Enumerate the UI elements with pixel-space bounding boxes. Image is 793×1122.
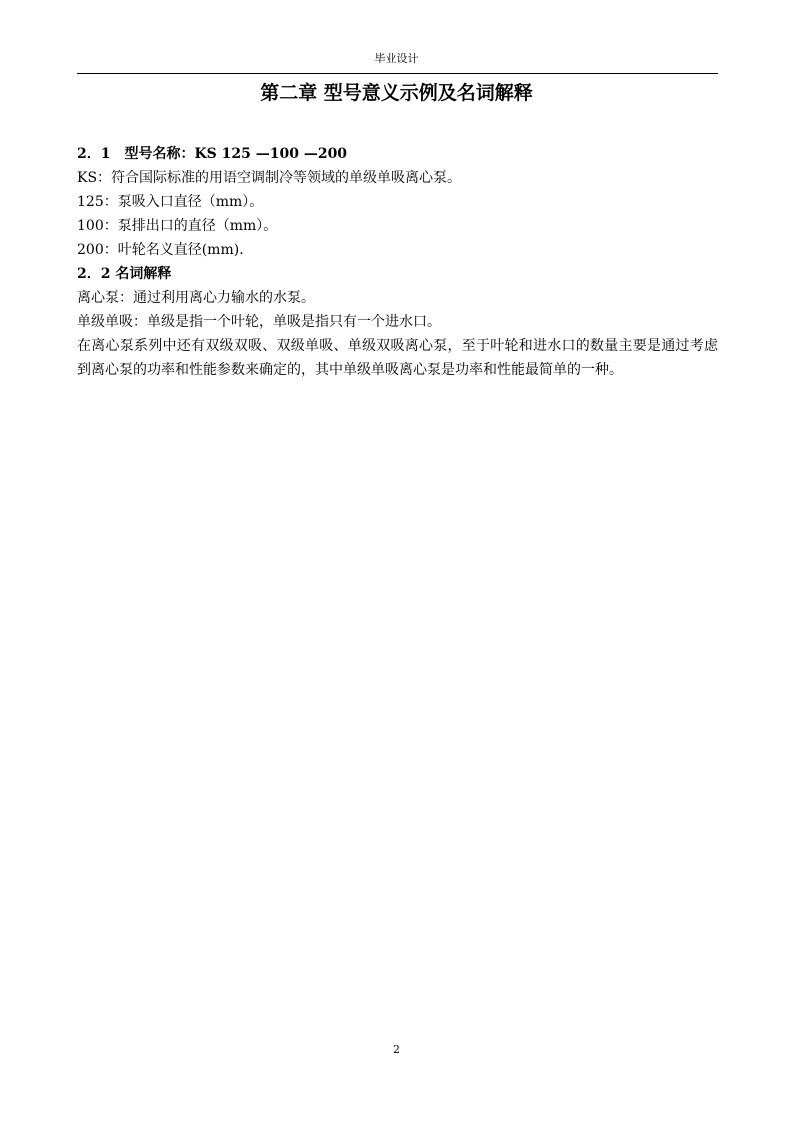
section-heading-2-1: 2．1 型号名称：KS 125 —100 —200: [77, 146, 348, 162]
page-header: 毕业设计: [374, 52, 419, 65]
header-rule: [77, 73, 718, 74]
section-heading-2-2: 2．2 名词解释: [77, 266, 172, 282]
page-number: 2: [393, 1043, 400, 1056]
definition-100: 100：泵排出口的直径（mm）。: [77, 218, 278, 234]
document-body: [77, 142, 718, 382]
definition-200: 200：叶轮名义直径(mm).: [77, 242, 244, 258]
chapter-title: 第二章 型号意义示例及名词解释: [260, 82, 533, 104]
term-single-stage-single-suction: 单级单吸：单级是指一个叶轮，单吸是指只有一个进水口。: [77, 314, 441, 330]
pump-series-paragraph: 在离心泵系列中还有双级双吸、双级单吸、单级双吸离心泵，至于叶轮和进水口的数量主要是通过考虑到离心泵的功率和性能参数来确定的，其中单级单吸离心泵是功率和性能最简单的一种。: [77, 338, 718, 378]
definition-ks: KS：符合国际标准的用语空调制冷等领域的单级单吸离心泵。: [77, 170, 462, 186]
term-centrifugal-pump: 离心泵：通过利用离心力输水的水泵。: [77, 290, 315, 306]
definition-125: 125：泵吸入口直径（mm）。: [77, 194, 264, 210]
